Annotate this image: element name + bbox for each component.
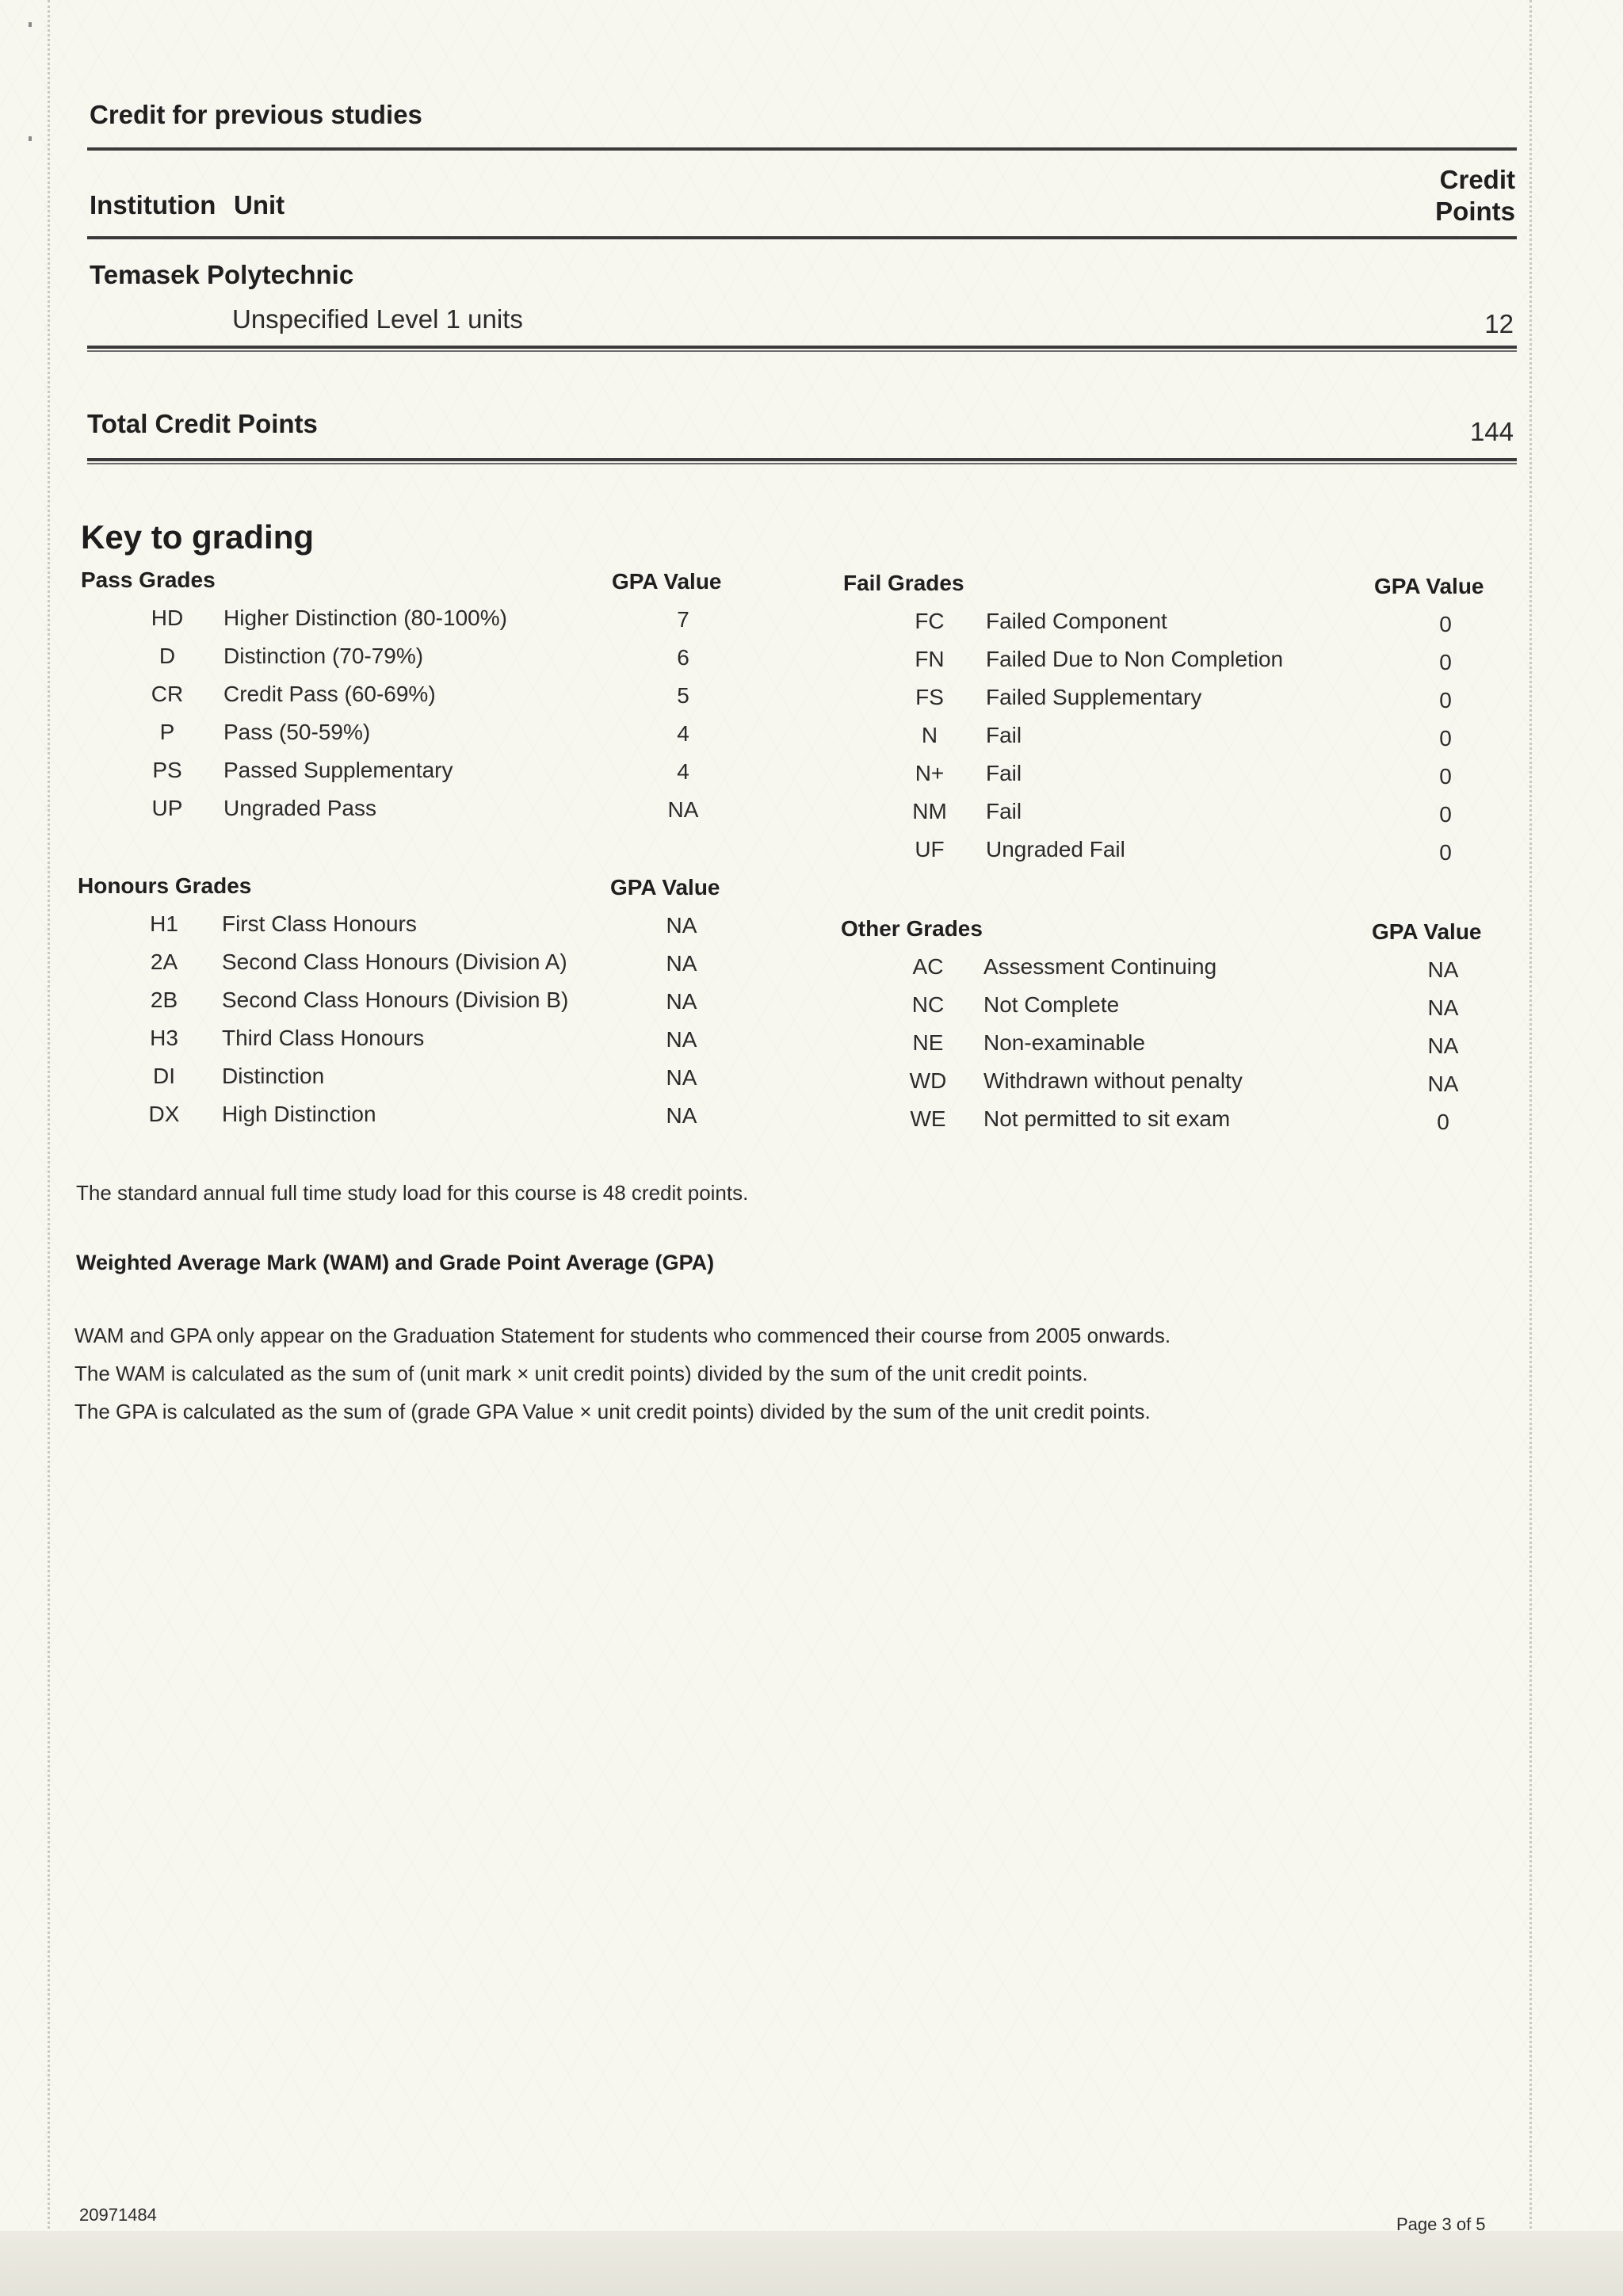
grade-code: D: [158, 644, 176, 668]
rule: [87, 458, 1517, 461]
total-credit-label: Total Credit Points: [87, 409, 318, 438]
grade-code: FS: [915, 685, 944, 709]
grade-code: NM: [912, 799, 947, 823]
grade-code: FC: [915, 609, 945, 633]
right-perforation: [1529, 0, 1532, 2296]
grade-code: NC: [911, 992, 945, 1017]
col-institution: Institution: [90, 190, 216, 220]
unit-credit-points: 12: [1484, 309, 1514, 338]
grade-gpa-value: 0: [1439, 688, 1452, 712]
grade-code: DX: [148, 1102, 180, 1126]
grade-gpa-value: 7: [677, 607, 689, 632]
grade-description: Distinction: [222, 1064, 325, 1088]
grade-code: FN: [915, 647, 945, 671]
rule: [87, 350, 1517, 352]
grade-code: AC: [912, 954, 944, 979]
grade-gpa-value: NA: [666, 1027, 697, 1052]
col-unit: Unit: [234, 190, 285, 220]
grade-code: HD: [151, 606, 184, 630]
grade-description: Second Class Honours (Division A): [222, 949, 567, 974]
grade-gpa-value: NA: [666, 1065, 697, 1090]
left-perforation: [48, 0, 50, 2296]
grade-code: WE: [910, 1106, 946, 1131]
wam-note-3: The GPA is calculated as the sum of (grade GPA Value × unit credit points) divided by the sum of the unit credit points.: [74, 1400, 1151, 1423]
rule: [87, 463, 1517, 464]
key-title: Key to grading: [81, 518, 315, 556]
institution-name: Temasek Polytechnic: [90, 260, 354, 289]
grade-gpa-value: 0: [1439, 840, 1452, 865]
grade-gpa-value: NA: [667, 797, 699, 822]
grade-code: N+: [915, 761, 945, 785]
grade-code: UP: [151, 796, 183, 820]
col-points: Points: [1435, 197, 1515, 226]
grade-description: Passed Supplementary: [223, 758, 453, 782]
scan-mark: [29, 22, 32, 27]
grade-gpa-value: 0: [1437, 1110, 1449, 1134]
grade-gpa-value: 6: [677, 645, 689, 670]
grade-gpa-value: NA: [666, 913, 697, 938]
section-title: Credit for previous studies: [90, 100, 422, 129]
rule: [87, 346, 1517, 349]
study-load-note: The standard annual full time study load for this course is 48 credit points.: [76, 1181, 749, 1205]
rule: [87, 147, 1517, 151]
wam-note-1: WAM and GPA only appear on the Graduation Statement for students who commenced their course from 2005 onwards.: [74, 1324, 1171, 1347]
grade-description: Higher Distinction (80-100%): [223, 606, 507, 630]
unit-description: Unspecified Level 1 units: [232, 304, 523, 334]
fail-grades-heading: Fail Grades: [843, 571, 964, 595]
grade-description: Assessment Continuing: [983, 954, 1217, 979]
grade-description: High Distinction: [222, 1102, 376, 1126]
grade-description: Ungraded Fail: [986, 837, 1125, 861]
grade-code: WD: [909, 1068, 947, 1093]
other-gpa-heading: GPA Value: [1372, 919, 1482, 944]
grade-gpa-value: 0: [1439, 650, 1452, 674]
wam-gpa-heading: Weighted Average Mark (WAM) and Grade Point Average (GPA): [76, 1251, 715, 1274]
grade-gpa-value: 4: [677, 721, 689, 746]
grade-code: H1: [150, 911, 178, 936]
pass-gpa-heading: GPA Value: [612, 569, 722, 594]
grade-gpa-value: NA: [666, 1103, 697, 1128]
grade-gpa-value: 0: [1439, 612, 1452, 636]
grade-description: Second Class Honours (Division B): [222, 988, 569, 1012]
grade-description: Failed Supplementary: [986, 685, 1202, 709]
scan-mark: [29, 136, 32, 141]
grade-gpa-value: NA: [1427, 1072, 1459, 1096]
grade-description: First Class Honours: [222, 911, 417, 936]
grade-gpa-value: 5: [677, 683, 689, 708]
grade-description: Withdrawn without penalty: [983, 1068, 1243, 1093]
honours-grades-heading: Honours Grades: [78, 873, 252, 898]
grade-code: 2B: [150, 988, 178, 1012]
grade-description: Ungraded Pass: [223, 796, 377, 820]
honours-gpa-heading: GPA Value: [610, 875, 720, 900]
grade-code: NE: [912, 1030, 944, 1055]
other-grades-heading: Other Grades: [841, 916, 983, 941]
grade-description: Pass (50-59%): [223, 720, 371, 744]
bottom-band: [0, 2231, 1623, 2296]
grade-code: P: [159, 720, 175, 744]
page-number: Page 3 of 5: [1396, 2214, 1486, 2234]
grade-code: CR: [151, 682, 184, 706]
total-credit-value: 144: [1469, 417, 1514, 446]
grade-description: Not Complete: [983, 992, 1120, 1017]
grade-gpa-value: 0: [1439, 802, 1452, 827]
grade-description: Failed Component: [986, 609, 1167, 633]
grade-code: 2A: [150, 949, 178, 974]
grade-gpa-value: NA: [666, 951, 697, 976]
rule: [87, 236, 1517, 239]
grade-description: Failed Due to Non Completion: [986, 647, 1284, 671]
grade-gpa-value: 0: [1439, 764, 1452, 789]
grade-code: DI: [153, 1064, 175, 1088]
fail-gpa-heading: GPA Value: [1374, 574, 1484, 598]
grade-gpa-value: 4: [677, 759, 689, 784]
grade-description: Fail: [986, 799, 1022, 823]
grade-description: Not permitted to sit exam: [983, 1106, 1231, 1131]
grade-description: Fail: [986, 761, 1022, 785]
grade-description: Third Class Honours: [222, 1026, 425, 1050]
grade-description: Fail: [986, 723, 1022, 747]
grade-description: Credit Pass (60-69%): [223, 682, 436, 706]
grade-description: Non-examinable: [983, 1030, 1145, 1055]
grade-description: Distinction (70-79%): [223, 644, 424, 668]
student-id: 20971484: [79, 2205, 157, 2225]
grade-code: PS: [152, 758, 182, 782]
col-credit: Credit: [1439, 165, 1515, 194]
grade-gpa-value: NA: [1427, 995, 1459, 1020]
wam-note-2: The WAM is calculated as the sum of (unit mark × unit credit points) divided by the sum of the unit credit points.: [74, 1362, 1088, 1385]
grade-code: UF: [915, 837, 945, 861]
grade-gpa-value: NA: [1427, 957, 1459, 982]
grade-gpa-value: NA: [666, 989, 697, 1014]
grade-gpa-value: NA: [1427, 1033, 1459, 1058]
pass-grades-heading: Pass Grades: [81, 567, 216, 592]
grade-code: H3: [150, 1026, 178, 1050]
grade-gpa-value: 0: [1439, 726, 1452, 751]
grade-code: N: [921, 723, 938, 747]
